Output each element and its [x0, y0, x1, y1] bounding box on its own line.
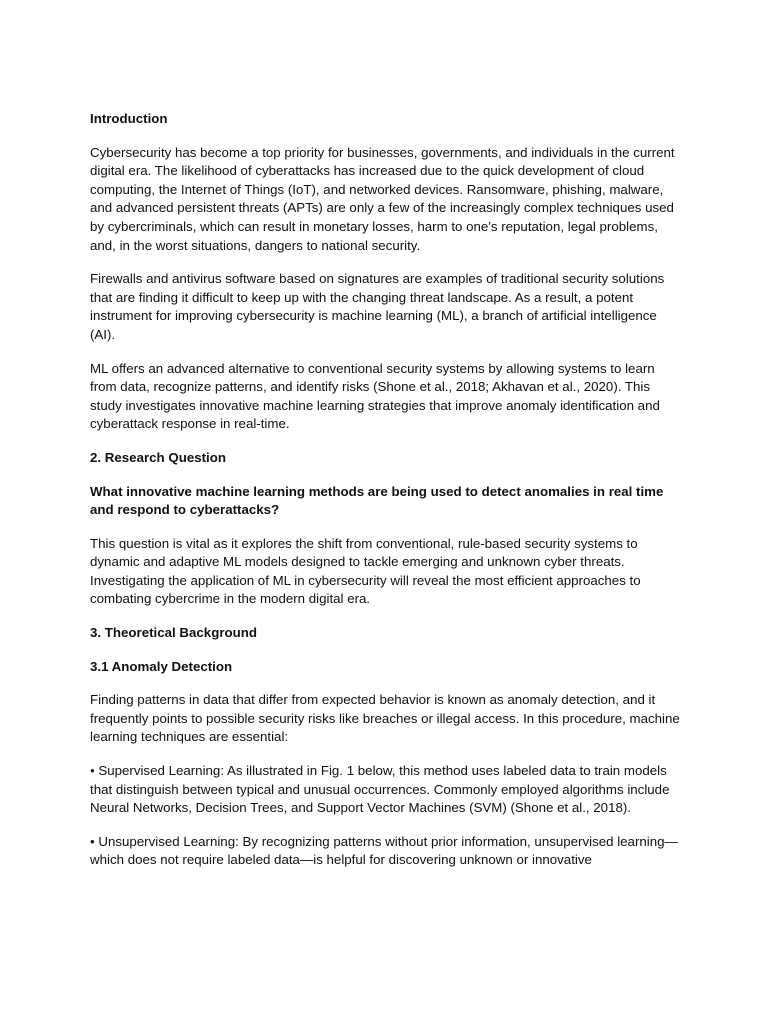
research-question-paragraph: This question is vital as it explores the shift from conventional, rule-based security systems to dynamic and adaptive ML models designed to tackle emerging and unknown cyber threats. Investigating the application of ML in cybersecurity will reveal the most efficient approaches to combating cybercrime in the modern digital era.	[90, 535, 641, 607]
introduction-heading: Introduction	[90, 111, 168, 126]
document-page	[90, 110, 682, 885]
research-question-text: What innovative machine learning methods are being used to detect anomalies in real time and respond to cyberattacks?	[90, 483, 664, 518]
theoretical-background-heading: 3. Theoretical Background	[90, 625, 257, 641]
intro-paragraph-2: Firewalls and antivirus software based on signatures are examples of traditional security solutions that are finding it difficult to keep up with the changing threat landscape. As a result, a potent instrument for improving cybersecurity is machine learning (ML), a branch of artificial intelligence (AI).	[90, 271, 665, 342]
intro-paragraph-1: Cybersecurity has become a top priority for businesses, governments, and individuals in the current digital era. The likelihood of cyberattacks has increased due to the quick development of cloud computing, the Internet of Things (IoT), and networked devices. Ransomware, phishing, malware, and advanced persistent threats (APTs) are only a few of the increasingly complex techniques used by cybercriminals, which can result in monetary losses, harm to one's reputation, legal problems, and, in the worst situations, dangers to national security.	[90, 144, 675, 253]
anomaly-detection-paragraph: Finding patterns in data that differ from expected behavior is known as anomaly detection, and it frequently points to possible security risks like breaches or illegal access. In this procedure, machine learning techniques are essential:	[90, 692, 680, 745]
supervised-learning-bullet: • Supervised Learning: As illustrated in Fig. 1 below, this method uses labeled data to train models that distinguish between typical and unusual occurrences. Commonly employed algorithms include Neural Networks, Decision Trees, and Support Vector Machines (SVM) (Shone et al., 2018).	[90, 763, 670, 816]
anomaly-detection-heading: 3.1 Anomaly Detection	[90, 658, 233, 674]
research-question-heading: 2. Research Question	[90, 449, 226, 465]
intro-paragraph-3: ML offers an advanced alternative to conventional security systems by allowing systems to learn from data, recognize patterns, and identify risks (Shone et al., 2018; Akhavan et al., 2020). This study investigates innovative machine learning strategies that improve anomaly identification and cyberattack response in real-time.	[90, 360, 660, 432]
unsupervised-learning-bullet: • Unsupervised Learning: By recognizing patterns without prior information, unsupervised learning—which does not require labeled data—is helpful for discovering unknown or innovative	[90, 833, 678, 868]
